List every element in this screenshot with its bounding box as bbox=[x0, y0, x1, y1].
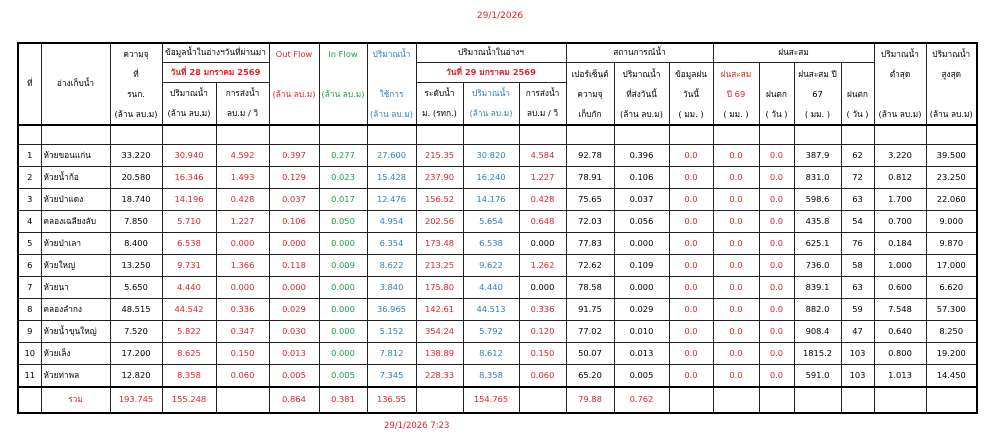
cell-pr: 1.493 bbox=[216, 167, 269, 189]
cell-d67: 54 bbox=[841, 211, 874, 233]
cell-cap: 33.220 bbox=[110, 145, 162, 167]
cell-d69: 0.0 bbox=[759, 145, 794, 167]
cell-name: ห้วยขอนแก่น bbox=[41, 145, 110, 167]
cell-d67: 62 bbox=[841, 145, 874, 167]
col-header-rain-days-69: ฝนตก ( วัน ) bbox=[759, 63, 794, 126]
cell-r67: 882.0 bbox=[794, 299, 841, 321]
cell-in: 0.000 bbox=[319, 321, 367, 343]
cell-in: 0.050 bbox=[319, 211, 367, 233]
cell-pct: 72.03 bbox=[566, 211, 614, 233]
cell-in: 0.017 bbox=[319, 189, 367, 211]
cell-d69: 0.0 bbox=[759, 277, 794, 299]
col-header-outflow: Out Flow (ล้าน ลบ.ม) bbox=[269, 43, 319, 125]
cell-in: 0.277 bbox=[319, 145, 367, 167]
cell-name: ห้วยเล็ง bbox=[41, 343, 110, 365]
cell-rel: 0.106 bbox=[614, 167, 669, 189]
cell-no: 8 bbox=[18, 299, 41, 321]
cell-pct: 77.02 bbox=[566, 321, 614, 343]
cell-cv: 9.622 bbox=[463, 255, 519, 277]
cell-max: 23.250 bbox=[926, 167, 977, 189]
table-row bbox=[18, 343, 977, 365]
cell-r67: 1815.2 bbox=[794, 343, 841, 365]
cell-d69: 0.0 bbox=[759, 211, 794, 233]
cell-name: ห้วยน้ำก้อ bbox=[41, 167, 110, 189]
cell-cap: 12.820 bbox=[110, 365, 162, 388]
cell-rain: 0.0 bbox=[669, 299, 713, 321]
col-header-capacity: ความจุ ที่ รนก. (ล้าน ลบ.ม) bbox=[110, 43, 162, 125]
cell-rain: 0.0 bbox=[669, 277, 713, 299]
cell-d67: 103 bbox=[841, 343, 874, 365]
cell-cv: 14.176 bbox=[463, 189, 519, 211]
cell-rain: 0.0 bbox=[669, 211, 713, 233]
cell-name: ห้วยใหญ่ bbox=[41, 255, 110, 277]
col-header-no: ที่ bbox=[18, 43, 41, 125]
cell-d67: 103 bbox=[841, 365, 874, 388]
cell-r67: 908.4 bbox=[794, 321, 841, 343]
cell-name: ห้วยป่าเลา bbox=[41, 233, 110, 255]
cell-d67: 63 bbox=[841, 277, 874, 299]
cell-pr: 0.347 bbox=[216, 321, 269, 343]
group-header-current: ปริมาณน้ำในอ่างฯ bbox=[416, 43, 566, 63]
cell-max: 9.870 bbox=[926, 233, 977, 255]
cell-rel: 0.013 bbox=[614, 343, 669, 365]
cell-rain: 0.0 bbox=[669, 233, 713, 255]
cell-pct: 78.58 bbox=[566, 277, 614, 299]
cell-r69: 0.0 bbox=[713, 211, 759, 233]
table-row bbox=[18, 255, 977, 277]
cell-rain: 0.0 bbox=[669, 189, 713, 211]
cell-in: 0.009 bbox=[319, 255, 367, 277]
cell-r67: 591.0 bbox=[794, 365, 841, 388]
cell-in: 0.000 bbox=[319, 233, 367, 255]
cell-in: 0.000 bbox=[319, 299, 367, 321]
col-header-prev-release: การส่งน้ำ ลบ.ม / วิ bbox=[216, 82, 269, 125]
cell-no: 5 bbox=[18, 233, 41, 255]
cell-in: 0.000 bbox=[319, 277, 367, 299]
cell-cv: 30.820 bbox=[463, 145, 519, 167]
col-header-rain-69: ฝนสะสม ปี 69 ( มม. ) bbox=[713, 63, 759, 126]
cell-cap: 7.520 bbox=[110, 321, 162, 343]
cell-max: 39.500 bbox=[926, 145, 977, 167]
group-header-status: สถานการณ์น้ำ bbox=[566, 43, 713, 63]
total-cur-volume: 154.765 bbox=[463, 387, 519, 413]
cell-out: 0.037 bbox=[269, 189, 319, 211]
cell-out: 0.118 bbox=[269, 255, 319, 277]
cell-pr: 0.150 bbox=[216, 343, 269, 365]
cell-min: 1.013 bbox=[874, 365, 926, 388]
cell-rel: 0.010 bbox=[614, 321, 669, 343]
cell-pct: 72.62 bbox=[566, 255, 614, 277]
col-header-rain-days-67: ฝนตก ( วัน ) bbox=[841, 63, 874, 126]
col-header-inflow: In Flow (ล้าน ลบ.ม) bbox=[319, 43, 367, 125]
cell-min: 0.184 bbox=[874, 233, 926, 255]
cell-pct: 50.07 bbox=[566, 343, 614, 365]
cell-lvl: 228.33 bbox=[416, 365, 463, 388]
cell-out: 0.129 bbox=[269, 167, 319, 189]
cell-use: 6.354 bbox=[367, 233, 416, 255]
cell-cv: 16.240 bbox=[463, 167, 519, 189]
cell-pct: 92.78 bbox=[566, 145, 614, 167]
col-header-released-today: ปริมาณน้ำ ที่ส่งวันนี้ (ล้าน ลบ.ม) bbox=[614, 63, 669, 126]
cell-name: คลองเฉลียงลับ bbox=[41, 211, 110, 233]
cell-use: 3.840 bbox=[367, 277, 416, 299]
cell-cr: 0.000 bbox=[519, 233, 566, 255]
cell-out: 0.000 bbox=[269, 233, 319, 255]
cell-d69: 0.0 bbox=[759, 299, 794, 321]
cell-lvl: 213.25 bbox=[416, 255, 463, 277]
table-row bbox=[18, 189, 977, 211]
cell-pv: 4.440 bbox=[162, 277, 216, 299]
cell-pv: 6.538 bbox=[162, 233, 216, 255]
current-date: วันที่ 29 มกราคม 2569 bbox=[416, 63, 566, 83]
cell-d69: 0.0 bbox=[759, 365, 794, 388]
cell-name: คลองลำกง bbox=[41, 299, 110, 321]
cell-no: 10 bbox=[18, 343, 41, 365]
cell-rain: 0.0 bbox=[669, 321, 713, 343]
cell-no: 1 bbox=[18, 145, 41, 167]
cell-pv: 8.625 bbox=[162, 343, 216, 365]
cell-d67: 63 bbox=[841, 189, 874, 211]
cell-rel: 0.029 bbox=[614, 299, 669, 321]
cell-rel: 0.396 bbox=[614, 145, 669, 167]
total-prev-volume: 155.248 bbox=[162, 387, 216, 413]
col-header-max-volume: ปริมาณน้ำ สูงสุด (ล้าน ลบ.ม) bbox=[926, 43, 977, 125]
cell-min: 0.640 bbox=[874, 321, 926, 343]
table-row bbox=[18, 277, 977, 299]
cell-rain: 0.0 bbox=[669, 365, 713, 388]
cell-in: 0.005 bbox=[319, 365, 367, 388]
col-header-cur-release: การส่งน้ำ ลบ.ม / วิ bbox=[519, 82, 566, 125]
cell-out: 0.005 bbox=[269, 365, 319, 388]
cell-out: 0.397 bbox=[269, 145, 319, 167]
cell-name: ห้วยนา bbox=[41, 277, 110, 299]
cell-r69: 0.0 bbox=[713, 277, 759, 299]
col-header-reservoir: อ่างเก็บน้ำ bbox=[41, 43, 110, 125]
cell-pv: 5.710 bbox=[162, 211, 216, 233]
table-row bbox=[18, 167, 977, 189]
cell-cr: 0.120 bbox=[519, 321, 566, 343]
cell-cap: 20.580 bbox=[110, 167, 162, 189]
cell-no: 3 bbox=[18, 189, 41, 211]
cell-rel: 0.005 bbox=[614, 365, 669, 388]
cell-r67: 598.6 bbox=[794, 189, 841, 211]
table-row bbox=[18, 145, 977, 167]
cell-rel: 0.000 bbox=[614, 277, 669, 299]
reservoir-table bbox=[17, 42, 978, 414]
cell-cr: 0.428 bbox=[519, 189, 566, 211]
total-usable: 136.55 bbox=[367, 387, 416, 413]
cell-min: 0.800 bbox=[874, 343, 926, 365]
cell-r69: 0.0 bbox=[713, 233, 759, 255]
cell-pv: 30.940 bbox=[162, 145, 216, 167]
cell-min: 1.700 bbox=[874, 189, 926, 211]
cell-pct: 65.20 bbox=[566, 365, 614, 388]
cell-d67: 72 bbox=[841, 167, 874, 189]
total-outflow: 0.864 bbox=[269, 387, 319, 413]
previous-date: วันที่ 28 มกราคม 2569 bbox=[162, 63, 269, 83]
cell-rain: 0.0 bbox=[669, 167, 713, 189]
cell-cap: 13.250 bbox=[110, 255, 162, 277]
cell-cv: 4.440 bbox=[463, 277, 519, 299]
cell-use: 8.622 bbox=[367, 255, 416, 277]
cell-pv: 8.358 bbox=[162, 365, 216, 388]
cell-rain: 0.0 bbox=[669, 343, 713, 365]
cell-pct: 77.83 bbox=[566, 233, 614, 255]
cell-cv: 8.612 bbox=[463, 343, 519, 365]
cell-cap: 8.400 bbox=[110, 233, 162, 255]
col-header-rain-67: ฝนสะสม ปี 67 ( มม. ) bbox=[794, 63, 841, 126]
cell-cap: 48.515 bbox=[110, 299, 162, 321]
cell-cap: 17.200 bbox=[110, 343, 162, 365]
cell-no: 4 bbox=[18, 211, 41, 233]
footer-timestamp: 29/1/2026 7:23 bbox=[384, 421, 450, 431]
cell-no: 11 bbox=[18, 365, 41, 388]
cell-d69: 0.0 bbox=[759, 343, 794, 365]
col-header-level: ระดับน้ำ ม. (รทก.) bbox=[416, 82, 463, 125]
table-row bbox=[18, 321, 977, 343]
cell-lvl: 173.48 bbox=[416, 233, 463, 255]
cell-lvl: 202.56 bbox=[416, 211, 463, 233]
col-header-rain-today: ข้อมูลฝน วันนี้ ( มม. ) bbox=[669, 63, 713, 126]
cell-pr: 1.366 bbox=[216, 255, 269, 277]
cell-rel: 0.000 bbox=[614, 233, 669, 255]
cell-max: 9.000 bbox=[926, 211, 977, 233]
cell-lvl: 142.61 bbox=[416, 299, 463, 321]
cell-pv: 14.196 bbox=[162, 189, 216, 211]
cell-d67: 58 bbox=[841, 255, 874, 277]
cell-name: ห้วยท่าพล bbox=[41, 365, 110, 388]
cell-in: 0.023 bbox=[319, 167, 367, 189]
cell-cr: 0.060 bbox=[519, 365, 566, 388]
cell-pr: 0.060 bbox=[216, 365, 269, 388]
col-header-prev-volume: ปริมาณน้ำ (ล้าน ลบ.ม) bbox=[162, 82, 216, 125]
cell-pr: 4.592 bbox=[216, 145, 269, 167]
cell-name: ห้วยน้ำขุนใหญ่ bbox=[41, 321, 110, 343]
cell-r67: 831.0 bbox=[794, 167, 841, 189]
table-header bbox=[18, 43, 977, 145]
cell-min: 0.700 bbox=[874, 211, 926, 233]
cell-r69: 0.0 bbox=[713, 321, 759, 343]
cell-name: ห้วยป่าแดง bbox=[41, 189, 110, 211]
cell-pr: 0.000 bbox=[216, 277, 269, 299]
cell-d69: 0.0 bbox=[759, 321, 794, 343]
cell-in: 0.000 bbox=[319, 343, 367, 365]
cell-pr: 0.428 bbox=[216, 189, 269, 211]
cell-r67: 625.1 bbox=[794, 233, 841, 255]
table-body bbox=[18, 145, 977, 388]
cell-cap: 7.850 bbox=[110, 211, 162, 233]
cell-max: 8.250 bbox=[926, 321, 977, 343]
cell-r69: 0.0 bbox=[713, 189, 759, 211]
cell-pv: 9.731 bbox=[162, 255, 216, 277]
cell-cr: 1.262 bbox=[519, 255, 566, 277]
cell-r67: 839.1 bbox=[794, 277, 841, 299]
table-row bbox=[18, 211, 977, 233]
cell-pct: 78.91 bbox=[566, 167, 614, 189]
cell-pv: 44.542 bbox=[162, 299, 216, 321]
cell-cv: 8.358 bbox=[463, 365, 519, 388]
cell-lvl: 138.89 bbox=[416, 343, 463, 365]
total-capacity: 193.745 bbox=[110, 387, 162, 413]
cell-min: 0.812 bbox=[874, 167, 926, 189]
cell-pct: 91.75 bbox=[566, 299, 614, 321]
cell-use: 27.600 bbox=[367, 145, 416, 167]
cell-r67: 387.9 bbox=[794, 145, 841, 167]
cell-cv: 44.513 bbox=[463, 299, 519, 321]
cell-rel: 0.109 bbox=[614, 255, 669, 277]
cell-max: 22.060 bbox=[926, 189, 977, 211]
cell-use: 7.345 bbox=[367, 365, 416, 388]
cell-r69: 0.0 bbox=[713, 145, 759, 167]
cell-r69: 0.0 bbox=[713, 255, 759, 277]
cell-no: 7 bbox=[18, 277, 41, 299]
cell-cap: 5.650 bbox=[110, 277, 162, 299]
cell-lvl: 215.35 bbox=[416, 145, 463, 167]
group-header-previous: ข้อมูลน้ำในอ่างฯวันที่ผ่านมา bbox=[162, 43, 269, 63]
table-row bbox=[18, 299, 977, 321]
cell-lvl: 156.52 bbox=[416, 189, 463, 211]
cell-d69: 0.0 bbox=[759, 189, 794, 211]
total-released: 0.762 bbox=[614, 387, 669, 413]
cell-cr: 0.648 bbox=[519, 211, 566, 233]
cell-cr: 0.150 bbox=[519, 343, 566, 365]
cell-pct: 75.65 bbox=[566, 189, 614, 211]
cell-max: 14.450 bbox=[926, 365, 977, 388]
cell-cr: 1.227 bbox=[519, 167, 566, 189]
cell-use: 5.152 bbox=[367, 321, 416, 343]
total-label: รวม bbox=[41, 387, 110, 413]
cell-r69: 0.0 bbox=[713, 167, 759, 189]
cell-cv: 6.538 bbox=[463, 233, 519, 255]
cell-rel: 0.037 bbox=[614, 189, 669, 211]
cell-use: 36.965 bbox=[367, 299, 416, 321]
cell-d69: 0.0 bbox=[759, 255, 794, 277]
cell-out: 0.000 bbox=[269, 277, 319, 299]
cell-min: 7.548 bbox=[874, 299, 926, 321]
cell-lvl: 237.90 bbox=[416, 167, 463, 189]
total-row bbox=[18, 387, 977, 413]
cell-cv: 5.792 bbox=[463, 321, 519, 343]
cell-d67: 76 bbox=[841, 233, 874, 255]
col-header-min-volume: ปริมาณน้ำ ต่ำสุด (ล้าน ลบ.ม) bbox=[874, 43, 926, 125]
cell-rain: 0.0 bbox=[669, 255, 713, 277]
cell-pv: 5.822 bbox=[162, 321, 216, 343]
total-percent: 79.88 bbox=[566, 387, 614, 413]
blank-row bbox=[18, 125, 977, 145]
cell-out: 0.013 bbox=[269, 343, 319, 365]
cell-lvl: 175.80 bbox=[416, 277, 463, 299]
table-row bbox=[18, 365, 977, 388]
cell-cv: 5.654 bbox=[463, 211, 519, 233]
cell-min: 3.220 bbox=[874, 145, 926, 167]
cell-min: 1.000 bbox=[874, 255, 926, 277]
col-header-usable: ปริมาณน้ำ ใช้การ (ล้าน ลบ.ม) bbox=[367, 43, 416, 125]
cell-cr: 0.336 bbox=[519, 299, 566, 321]
cell-pr: 1.227 bbox=[216, 211, 269, 233]
report-date: 29/1/2026 bbox=[476, 11, 524, 21]
cell-r69: 0.0 bbox=[713, 365, 759, 388]
cell-max: 6.620 bbox=[926, 277, 977, 299]
cell-no: 2 bbox=[18, 167, 41, 189]
table-footer bbox=[18, 387, 977, 413]
cell-pv: 16.346 bbox=[162, 167, 216, 189]
cell-use: 15.428 bbox=[367, 167, 416, 189]
cell-d67: 59 bbox=[841, 299, 874, 321]
cell-min: 0.600 bbox=[874, 277, 926, 299]
cell-d69: 0.0 bbox=[759, 167, 794, 189]
group-header-rain: ฝนสะสม bbox=[713, 43, 874, 63]
cell-out: 0.106 bbox=[269, 211, 319, 233]
cell-use: 12.476 bbox=[367, 189, 416, 211]
table-row bbox=[18, 233, 977, 255]
cell-d69: 0.0 bbox=[759, 233, 794, 255]
cell-use: 4.954 bbox=[367, 211, 416, 233]
cell-max: 57.300 bbox=[926, 299, 977, 321]
cell-pr: 0.000 bbox=[216, 233, 269, 255]
cell-rel: 0.056 bbox=[614, 211, 669, 233]
cell-d67: 47 bbox=[841, 321, 874, 343]
cell-no: 9 bbox=[18, 321, 41, 343]
cell-cr: 4.584 bbox=[519, 145, 566, 167]
cell-rain: 0.0 bbox=[669, 145, 713, 167]
cell-out: 0.030 bbox=[269, 321, 319, 343]
cell-r67: 736.0 bbox=[794, 255, 841, 277]
cell-lvl: 354.24 bbox=[416, 321, 463, 343]
col-header-cur-volume: ปริมาณน้ำ (ล้าน ลบ.ม) bbox=[463, 82, 519, 125]
cell-use: 7.812 bbox=[367, 343, 416, 365]
cell-no: 6 bbox=[18, 255, 41, 277]
cell-out: 0.029 bbox=[269, 299, 319, 321]
cell-cr: 0.000 bbox=[519, 277, 566, 299]
cell-r69: 0.0 bbox=[713, 299, 759, 321]
cell-max: 19.200 bbox=[926, 343, 977, 365]
col-header-percent: เปอร์เซ็นต์ ความจุ เก็บกัก bbox=[566, 63, 614, 126]
cell-pr: 0.336 bbox=[216, 299, 269, 321]
cell-cap: 18.740 bbox=[110, 189, 162, 211]
cell-r69: 0.0 bbox=[713, 343, 759, 365]
cell-max: 17.000 bbox=[926, 255, 977, 277]
total-inflow: 0.381 bbox=[319, 387, 367, 413]
cell-r67: 435.8 bbox=[794, 211, 841, 233]
